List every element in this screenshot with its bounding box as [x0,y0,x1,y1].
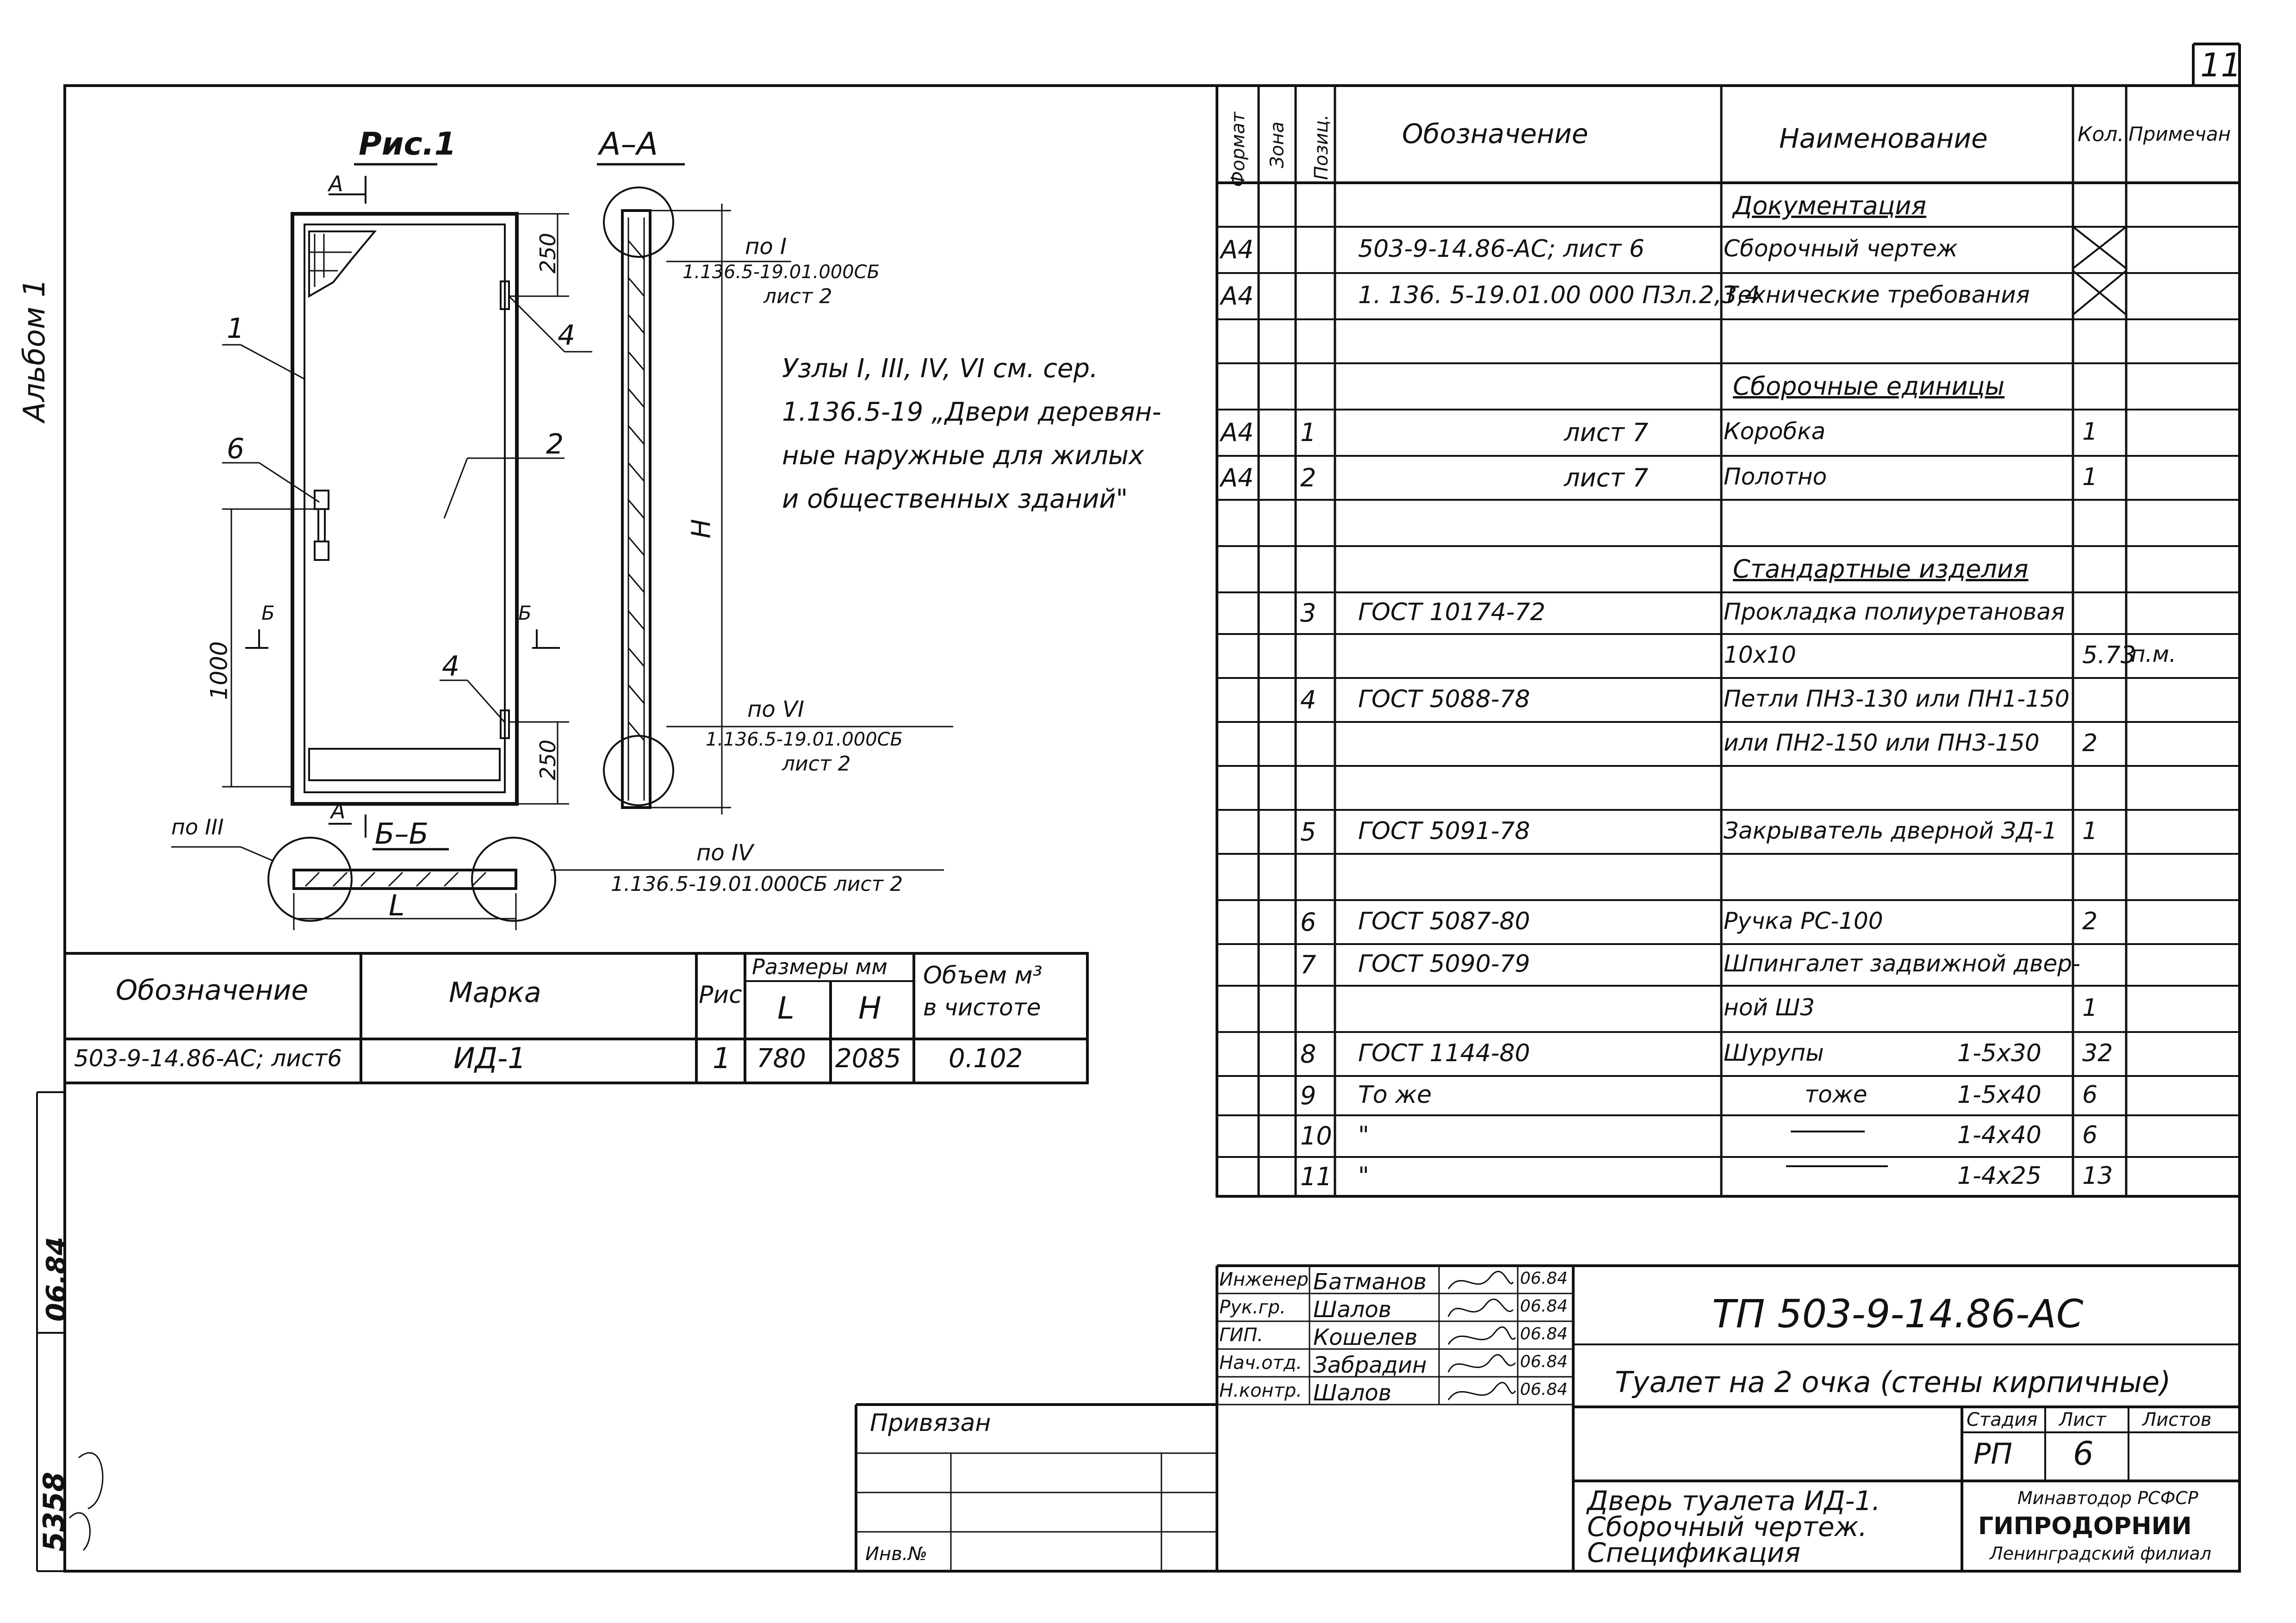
note-line: ные наружные для жилых [782,441,1144,471]
spec-designation: " [1358,1121,1369,1149]
spec-name: Закрыватель дверной ЗД-1 [1724,817,2057,844]
spec-designation: То же [1358,1081,1432,1109]
spec-position: 9 [1300,1081,1316,1110]
sign-date: 06.84 [1520,1325,1568,1343]
spec-designation: " [1358,1162,1369,1190]
spec-name: или ПН2-150 или ПН3-150 [1724,729,2040,756]
spec-position: 3 [1300,598,1316,628]
spec-designation: ГОСТ 5088-78 [1358,685,1530,713]
signature-2 [1448,1299,1513,1317]
node-iv-ref: 1.136.5-19.01.000СБ лист 2 [611,872,903,896]
spec-position: 2 [1300,463,1316,492]
sign-name: Шалов [1313,1380,1392,1406]
sheet-label: Лист [2059,1409,2106,1430]
spec-quantity: 6 [2082,1081,2098,1109]
spec-name: Петли ПН3-130 или ПН1-150 [1724,685,2070,712]
node-i-sheet: лист 2 [763,285,832,308]
cut-mark-b-left: Б [261,602,275,624]
spec-section-title: Стандартные изделия [1733,554,2029,584]
spec-format: А4 [1221,235,1254,264]
section-aa-label: А–А [599,126,658,162]
spec-position: 6 [1300,907,1316,937]
spec-designation: 503-9-14.86-АС; лист 6 [1358,235,1644,263]
note-line: Узлы I, III, IV, VI см. сер. [782,354,1098,384]
sheets-label: Листов [2142,1409,2212,1430]
marks-header-designation: Обозначение [116,974,309,1007]
signature-4 [1448,1355,1515,1372]
spec-position: 4 [1300,685,1316,715]
album-label: Альбом 1 [18,278,52,423]
cut-mark-a-bottom: А [331,798,346,823]
spec-name: Ручка РС-100 [1724,907,1883,934]
marks-row-fig: 1 [713,1041,731,1075]
signature-5 [1448,1382,1515,1400]
spec-header-pos: Позиц. [1310,114,1332,180]
spec-format: А4 [1221,463,1254,492]
spec-format: А4 [1221,418,1254,447]
sign-role: Рук.гр. [1219,1297,1286,1318]
node-vi-label: по VI [747,696,804,722]
spec-designation: ГОСТ 1144-80 [1358,1039,1530,1067]
marks-row-h: 2085 [835,1044,901,1074]
dim-250-bottom: 250 [535,740,560,780]
project-name: Туалет на 2 очка (стены кирпичные) [1615,1365,2171,1399]
spec-name: Технические требования [1724,281,2030,308]
sign-role: ГИП. [1219,1325,1263,1346]
spec-quantity: 2 [2082,729,2098,757]
position-4-bottom: 4 [442,650,460,683]
sign-date: 06.84 [1520,1269,1568,1288]
bound-label: Привязан [870,1409,991,1437]
node-vi-ref: 1.136.5-19.01.000СБ [706,729,903,750]
org-branch: Ленинградский филиал [1990,1543,2212,1564]
sign-role: Инженер [1219,1269,1309,1290]
sign-date: 06.84 [1520,1352,1568,1371]
inv-number: 5358 [37,1472,71,1552]
node-i-label: по I [745,234,787,260]
spec-header-qty: Кол. [2078,123,2124,146]
spec-note: п.м. [2131,641,2177,667]
spec-header-zone: Зона [1266,121,1288,168]
nodes-note [782,347,1161,521]
drawing-title-line: Дверь туалета ИД-1. [1587,1485,1880,1517]
note-line: 1.136.5-19 „Двери деревян- [782,397,1161,427]
sheet-value: 6 [2073,1435,2094,1473]
door-leaf-outline [304,224,505,792]
spec-size: 1-4x40 [1957,1121,2042,1149]
dim-h: Н [686,519,717,539]
spec-quantity: 13 [2082,1162,2113,1190]
spec-position: 7 [1300,950,1316,979]
spec-position: 1 [1300,418,1316,447]
spec-section-title: Документация [1733,191,1926,220]
spec-quantity: 5.73 [2082,641,2136,669]
marks-header-mark: Марка [449,976,541,1009]
stage-label: Стадия [1967,1409,2038,1430]
signature-3 [1448,1327,1515,1344]
figure-title: Рис.1 [359,126,456,162]
sign-name: Кошелев [1313,1325,1418,1350]
marks-row-mark: ИД-1 [453,1041,526,1075]
spec-size: 1-5x30 [1957,1039,2042,1067]
spec-designation: ГОСТ 10174-72 [1358,598,1545,626]
spec-quantity: 1 [2082,817,2098,845]
inv-label: Инв.№ [865,1543,927,1565]
marks-header-volume-2: в чистоте [923,994,1041,1021]
node-iv-label: по IV [696,840,753,866]
sign-name: Батманов [1313,1269,1427,1295]
spec-header-designation: Обозначение [1402,118,1589,149]
note-line: и общественных зданий" [782,484,1128,514]
node-iii-label: по III [171,815,224,839]
section-bb-outline [294,870,516,889]
spec-name [1724,1121,1781,1148]
sign-date: 06.84 [1520,1297,1568,1316]
node-i-ref: 1.136.5-19.01.000СБ [683,261,880,283]
sign-name: Забрадин [1313,1352,1427,1378]
sign-role: Нач.отд. [1219,1352,1303,1374]
marks-header-h: Н [858,990,881,1026]
spec-size: 1-5x40 [1957,1081,2042,1109]
spec-designation: ГОСТ 5087-80 [1358,907,1530,935]
side-signature [69,1453,103,1550]
door-kick-panel [309,749,500,780]
spec-designation: лист 7 [1564,463,1649,492]
node-vi-sheet: лист 2 [782,752,851,776]
position-2: 2 [546,428,564,460]
org-name: ГИПРОДОРНИИ [1978,1512,2192,1540]
spec-name [1724,1162,1781,1189]
spec-name: ной Ш3 [1724,994,1815,1021]
drawing-code: ТП 503-9-14.86-АС [1712,1291,2084,1337]
spec-quantity: 1 [2082,463,2098,491]
spec-quantity: 1 [2082,418,2098,446]
spec-quantity: 32 [2082,1039,2113,1067]
spec-size: 1-4x25 [1957,1162,2042,1190]
spec-quantity: 2 [2082,907,2098,935]
spec-name: Сборочный чертеж [1724,235,1958,262]
spec-position: 11 [1300,1162,1332,1191]
side-date: 06.84 [40,1237,72,1322]
spec-quantity: 6 [2082,1121,2098,1149]
position-4-top: 4 [558,319,576,352]
spec-section-title: Сборочные единицы [1733,372,2005,401]
sign-role: Н.контр. [1219,1380,1302,1401]
spec-header-format: Формат [1228,112,1249,187]
position-6: 6 [227,433,245,465]
spec-position: 5 [1300,817,1316,846]
spec-quantity: 1 [2082,994,2098,1022]
spec-name: Шпингалет задвижной двер- [1724,950,2081,977]
spec-position: 10 [1300,1121,1332,1150]
marks-row-l: 780 [757,1044,806,1074]
marks-header-sizes: Размеры мм [752,954,887,979]
sign-date: 06.84 [1520,1380,1568,1399]
drawing-title-line: Спецификация [1587,1537,1801,1568]
spec-name: 10x10 [1724,641,1796,668]
sheet-number: 11 [2200,46,2242,84]
dim-250-top: 250 [535,233,560,274]
spec-name: Полотно [1724,463,1827,490]
signature-1 [1448,1271,1513,1289]
spec-designation: 1. 136. 5-19.01.00 000 ПЗл.2,3,4 [1358,281,1760,309]
org-ministry: Минавтодор РСФСР [2017,1488,2198,1508]
drawing-title [1587,1485,1880,1568]
marks-header-fig: Рис [699,981,742,1009]
spec-designation: ГОСТ 5090-79 [1358,950,1530,978]
spec-name: Коробка [1724,418,1826,445]
spec-name: Прокладка полиуретановая [1724,598,2065,625]
marks-header-volume: Объем м³ [923,962,1043,989]
spec-name: Шурупы [1724,1039,1824,1066]
drawing-title-line: Сборочный чертеж. [1587,1511,1868,1542]
spec-header-note: Примечан [2128,123,2231,145]
dim-l: L [389,889,405,922]
spec-format: А4 [1221,281,1254,311]
spec-position: 8 [1300,1039,1316,1069]
marks-row-designation: 503-9-14.86-АС; лист6 [74,1045,342,1072]
dim-1000: 1000 [205,641,233,700]
cut-mark-b-right: Б [518,602,532,624]
spec-name: тоже [1805,1081,1868,1108]
section-bb-label: Б–Б [375,817,429,851]
cut-mark-a-top: А [329,171,343,196]
stage-value: РП [1973,1437,2013,1471]
marks-row-volume: 0.102 [949,1044,1023,1074]
spec-header-name: Наименование [1779,123,1988,154]
marks-header-l: L [777,990,794,1026]
position-1: 1 [227,312,245,345]
spec-designation: лист 7 [1564,418,1649,447]
sign-name: Шалов [1313,1297,1392,1323]
spec-designation: ГОСТ 5091-78 [1358,817,1530,845]
